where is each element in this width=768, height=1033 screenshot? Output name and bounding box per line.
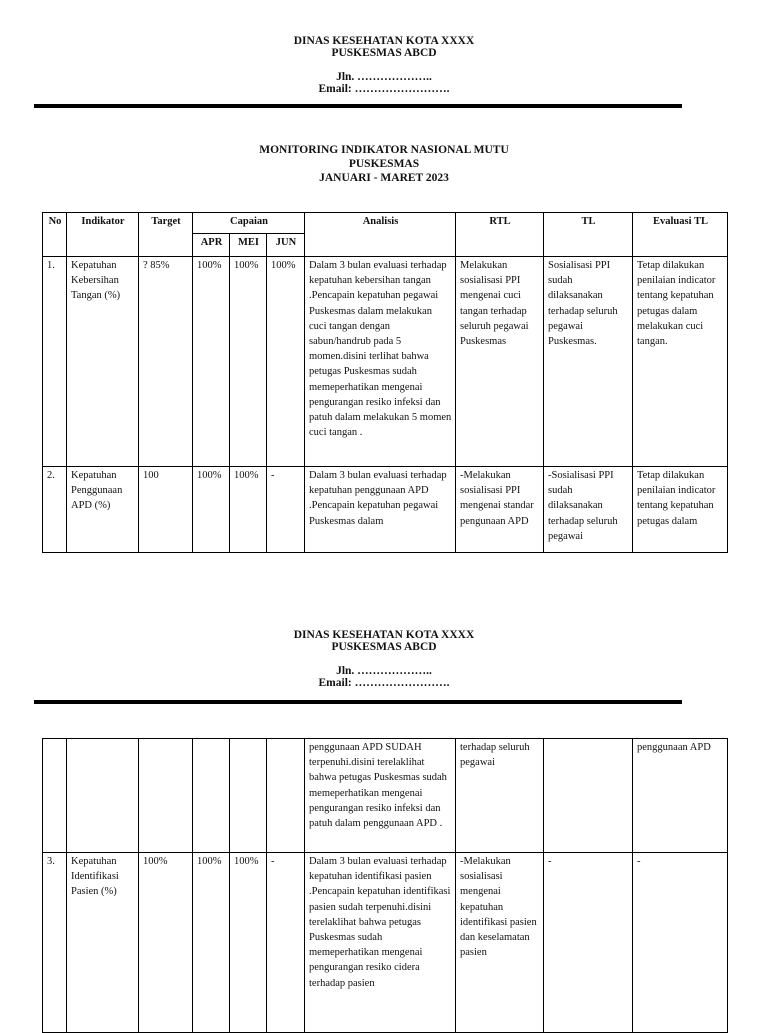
cell-mei: 100% [230, 853, 267, 1033]
col-mei: MEI [230, 234, 267, 257]
cell-analisis: penggunaan APD SUDAH terpenuhi.disini terelaklihat bahwa petugas Puskesmas sudah memeperhatikan mengenai pengurangan resiko infeksi dan patuh dalam penggunaan APD . [305, 739, 456, 853]
col-jun: JUN [267, 234, 305, 257]
cell-mei: 100% [230, 257, 267, 467]
table-row [43, 853, 728, 1033]
cell-target [139, 739, 193, 853]
cell-target: 100% [139, 853, 193, 1033]
cell-no: 3. [43, 853, 67, 1033]
col-target: Target [139, 213, 193, 257]
col-rtl: RTL [456, 213, 544, 257]
cell-tl: - [544, 853, 633, 1033]
email: Email: ……………………. [318, 83, 450, 95]
email: Email: ……………………. [318, 677, 450, 689]
unit-name: PUSKESMAS ABCD [331, 47, 437, 59]
col-no: No [43, 213, 67, 257]
cell-tl [544, 739, 633, 853]
col-evaluasi: Evaluasi TL [633, 213, 728, 257]
cell-apr [193, 739, 230, 853]
cell-jun: 100% [267, 257, 305, 467]
cell-analisis: Dalam 3 bulan evaluasi terhadap kepatuhan penggunaan APD .Pencapain kepatuhan pegawai Puskesmas dalam [305, 467, 456, 553]
cell-tl: -Sosialisasi PPI sudah dilaksanakan terhadap seluruh pegawai [544, 467, 633, 553]
cell-evaluasi: Tetap dilakukan penilaian indicator tentang kepatuhan petugas dalam [633, 467, 728, 553]
col-indikator: Indikator [67, 213, 139, 257]
letterhead-page1 [0, 35, 768, 95]
cell-jun: - [267, 853, 305, 1033]
cell-indikator: Kepatuhan Kebersihan Tangan (%) [67, 257, 139, 467]
cell-no: 1. [43, 257, 67, 467]
title-line-2: PUSKESMAS [348, 158, 420, 170]
cell-rtl: -Melakukan sosialisasi PPI mengenai standar pengunaan APD [456, 467, 544, 553]
org-name: DINAS KESEHATAN KOTA XXXX [293, 629, 475, 641]
cell-indikator [67, 739, 139, 853]
cell-jun: - [267, 467, 305, 553]
col-tl: TL [544, 213, 633, 257]
cell-evaluasi: Tetap dilakukan penilaian indicator tentang kepatuhan petugas dalam melakukan cuci tangan. [633, 257, 728, 467]
cell-target: 100 [139, 467, 193, 553]
header-divider [34, 700, 682, 704]
title-line-1: MONITORING INDIKATOR NASIONAL MUTU [259, 144, 509, 156]
unit-name: PUSKESMAS ABCD [331, 641, 437, 653]
report-title [0, 143, 768, 185]
col-analisis: Analisis [305, 213, 456, 257]
cell-jun [267, 739, 305, 853]
letterhead-page2 [0, 629, 768, 689]
table-row [43, 467, 728, 553]
cell-target: ? 85% [139, 257, 193, 467]
cell-mei: 100% [230, 467, 267, 553]
cell-apr: 100% [193, 853, 230, 1033]
table-row [43, 739, 728, 853]
cell-indikator: Kepatuhan Penggunaan APD (%) [67, 467, 139, 553]
cell-analisis: Dalam 3 bulan evaluasi terhadap kepatuhan identifikasi pasien .Pencapain kepatuhan identifikasi pasien sudah terpenuhi.disini terelaklihat bahwa petugas Puskesmas sudah memeperhatikan mengenai pengurangan resiko cidera terhadap pasien [305, 853, 456, 1033]
address: Jln. ……………….. [336, 71, 432, 83]
cell-rtl: terhadap seluruh pegawai [456, 739, 544, 853]
title-line-3: JANUARI - MARET 2023 [319, 172, 449, 184]
col-apr: APR [193, 234, 230, 257]
cell-evaluasi: - [633, 853, 728, 1033]
cell-rtl: Melakukan sosialisasi PPI mengenai cuci tangan terhadap seluruh pegawai Puskesmas [456, 257, 544, 467]
cell-analisis: Dalam 3 bulan evaluasi terhadap kepatuhan kebersihan tangan .Pencapain kepatuhan pegawai Puskesmas dalam melakukan cuci tangan dengan sabun/handrub pada 5 momen.disini terlihat bahwa petugas Puskesmas sudah memeperhatikan mengenai pengurangan resiko infeksi dan patuh dalam melakukan 5 momen cuci tangan . [305, 257, 456, 467]
address: Jln. ……………….. [336, 665, 432, 677]
col-capaian: Capaian [193, 213, 305, 234]
cell-rtl: -Melakukan sosialisasi mengenai kepatuhan identifikasi pasien dan keselamatan pasien [456, 853, 544, 1033]
cell-no: 2. [43, 467, 67, 553]
cell-evaluasi: penggunaan APD [633, 739, 728, 853]
cell-apr: 100% [193, 257, 230, 467]
indicator-table [42, 212, 728, 553]
cell-tl: Sosialisasi PPI sudah dilaksanakan terhadap seluruh pegawai Puskesmas. [544, 257, 633, 467]
cell-apr: 100% [193, 467, 230, 553]
org-name: DINAS KESEHATAN KOTA XXXX [293, 35, 475, 47]
cell-mei [230, 739, 267, 853]
cell-no [43, 739, 67, 853]
cell-indikator: Kepatuhan Identifikasi Pasien (%) [67, 853, 139, 1033]
indicator-table-continued [42, 738, 728, 1033]
header-divider [34, 104, 682, 108]
table-row [43, 257, 728, 467]
